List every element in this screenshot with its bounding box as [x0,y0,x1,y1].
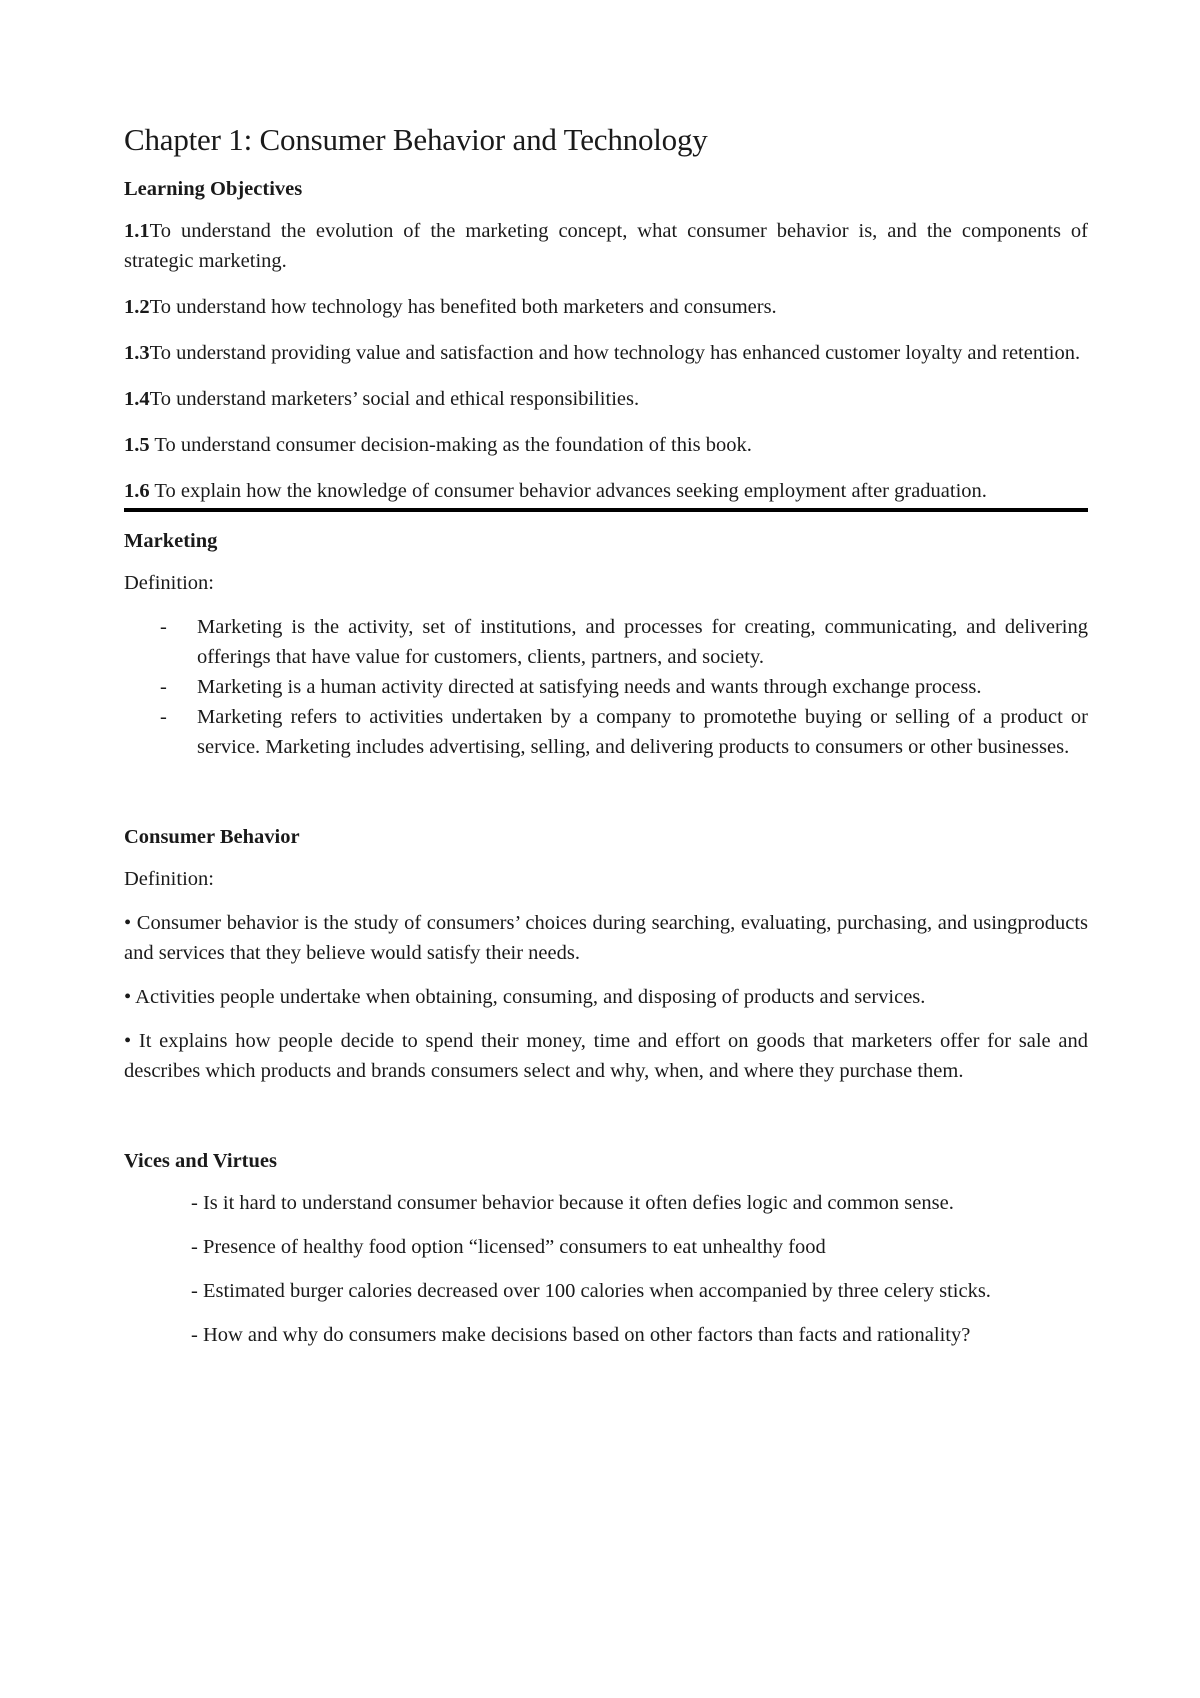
marketing-heading: Marketing [124,530,218,552]
consumer-behavior-heading: Consumer Behavior [124,826,300,848]
objective-number: 1.4 [124,388,150,410]
document-content [124,120,1088,1364]
learning-objectives-section [124,174,1088,506]
objective-item [124,216,1088,276]
marketing-section [124,526,1088,762]
objective-text: To understand how technology has benefited both marketers and consumers. [149,296,777,318]
objective-text: To understand consumer decision-making as the foundation of this book. [149,434,752,456]
chapter-title: Chapter 1: Consumer Behavior and Technology [124,122,708,157]
objective-item [124,430,1088,460]
vices-virtues-item: - How and why do consumers make decisions based on other factors than facts and rationality? [191,1324,971,1346]
list-item [124,702,1088,762]
list-item-text: Marketing is the activity, set of institutions, and processes for creating, communicating, and delivering offerings that have value for customers, clients, partners, and society. [197,616,1088,668]
objective-text: To understand marketers’ social and ethical responsibilities. [149,388,640,410]
list-item [124,672,1088,702]
objective-number: 1.1 [124,220,150,242]
list-item-text: Marketing refers to activities undertaken by a company to promotethe buying or selling of a product or service. Marketing includes advertising, selling, and delivering products to consumers or other businesses. [197,706,1088,758]
dash-bullet: - [160,706,167,728]
learning-objectives-heading: Learning Objectives [124,178,303,200]
vices-virtues-item: - Is it hard to understand consumer behavior because it often defies logic and common sense. [191,1192,954,1214]
vices-virtues-heading: Vices and Virtues [124,1150,277,1172]
vices-virtues-section [124,1146,1088,1350]
objective-number: 1.3 [124,342,150,364]
marketing-definition-list [124,612,1088,762]
objective-item [124,384,1088,414]
bullet-paragraph: • Activities people undertake when obtaining, consuming, and disposing of products and services. [124,986,926,1008]
vices-virtues-item: - Estimated burger calories decreased over 100 calories when accompanied by three celery sticks. [191,1280,991,1302]
objective-number: 1.6 [124,480,150,502]
dash-bullet: - [160,676,167,698]
spacer [124,1100,1088,1146]
list-item [124,612,1088,672]
dash-bullet: - [160,616,167,638]
spacer [124,762,1088,822]
objective-number: 1.5 [124,434,150,456]
objective-item [124,476,1088,506]
list-item-text: Marketing is a human activity directed at satisfying needs and wants through exchange process. [197,676,982,698]
objective-number: 1.2 [124,296,150,318]
bullet-paragraph: • Consumer behavior is the study of consumers’ choices during searching, evaluating, purchasing, and usingproducts and services that they believe would satisfy their needs. [124,912,1088,964]
bullet-paragraph: • It explains how people decide to spend their money, time and effort on goods that marketers offer for sale and describes which products and brands consumers select and why, when, and where they purchase them. [124,1030,1088,1082]
objective-text: To explain how the knowledge of consumer behavior advances seeking employment after graduation. [149,480,987,502]
consumer-behavior-definition-label: Definition: [124,868,214,890]
objective-text: To understand providing value and satisfaction and how technology has enhanced customer loyalty and retention. [149,342,1081,364]
objective-item [124,338,1088,368]
objective-item [124,292,1088,322]
section-divider [124,508,1088,512]
objective-text: To understand the evolution of the marketing concept, what consumer behavior is, and the components of strategic marketing. [124,220,1088,272]
marketing-definition-label: Definition: [124,572,214,594]
consumer-behavior-section [124,822,1088,1086]
vices-virtues-item: - Presence of healthy food option “licensed” consumers to eat unhealthy food [191,1236,826,1258]
